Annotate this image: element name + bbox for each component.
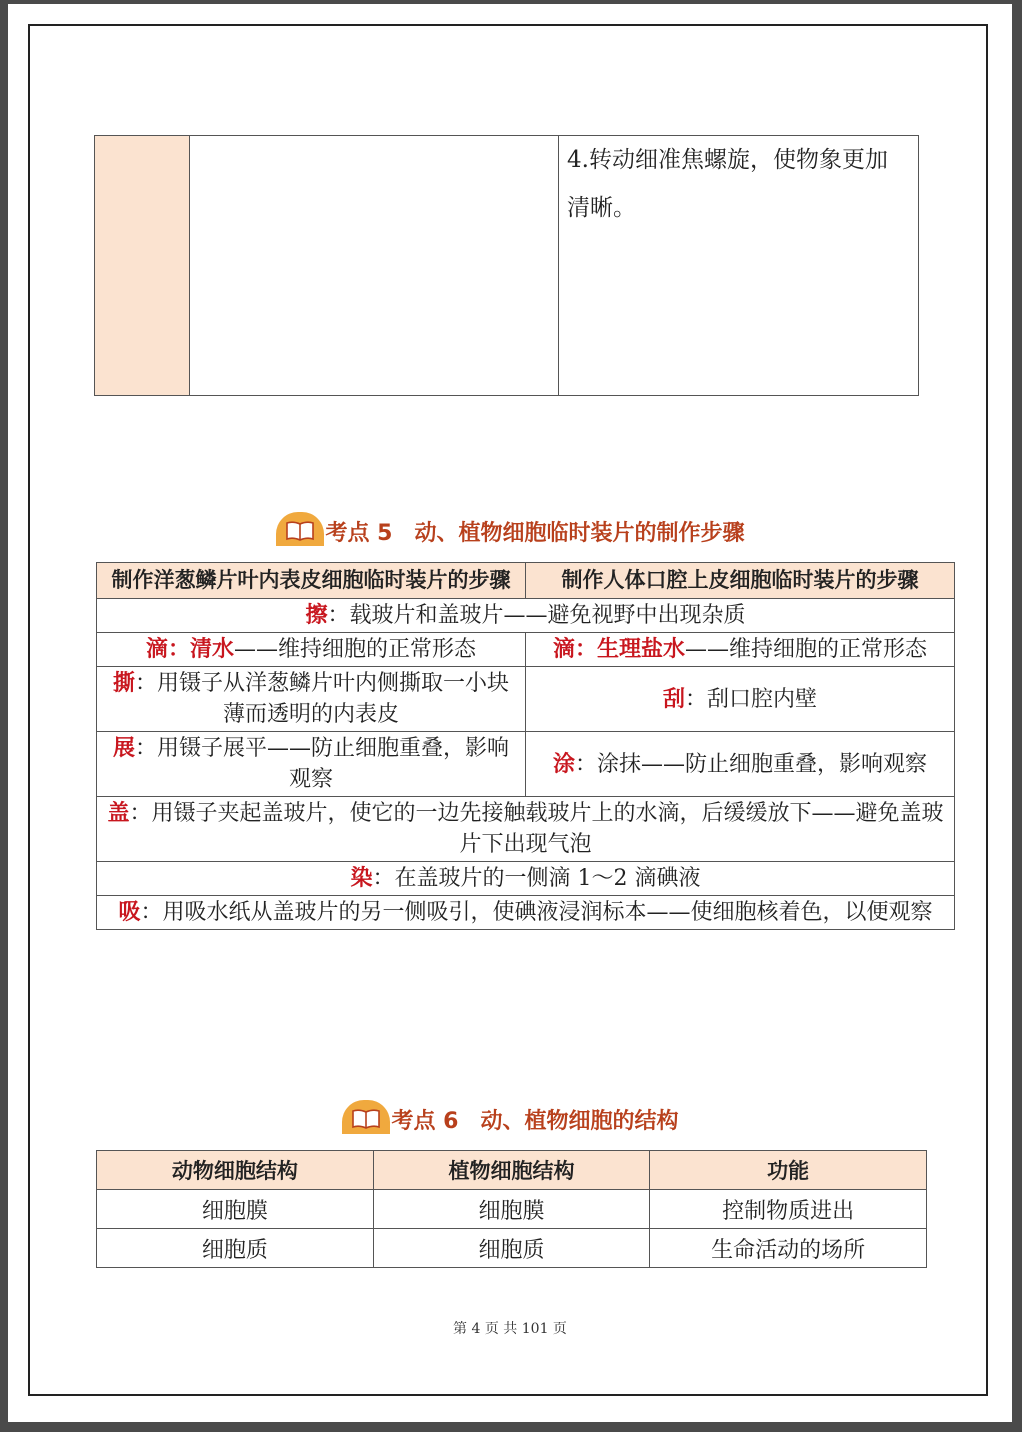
structure-table xyxy=(96,1150,927,1268)
step-smear: 涂：涂抹——防止细胞重叠，影响观察 xyxy=(526,732,955,797)
step-cover: 盖：用镊子夹起盖玻片，使它的一边先接触载玻片上的水滴，后缓缓放下——避免盖玻片下出现气泡 xyxy=(97,797,955,862)
fragment-shaded-cell xyxy=(95,136,190,396)
step-drop-water: 滴：清水——维持细胞的正常形态 xyxy=(97,633,526,667)
step-scrape: 刮：刮口腔内壁 xyxy=(526,667,955,732)
page-number: 第 4 页 共 101 页 xyxy=(453,1321,567,1337)
table-cell: 细胞质 xyxy=(373,1229,650,1268)
section-5-heading xyxy=(8,512,1012,547)
step-drop-saline: 滴：生理盐水——维持细胞的正常形态 xyxy=(526,633,955,667)
book-icon xyxy=(342,1100,390,1134)
step-wipe: 擦：载玻片和盖玻片——避免视野中出现杂质 xyxy=(97,599,955,633)
table-cell: 控制物质进出 xyxy=(650,1190,927,1229)
table-row xyxy=(97,797,955,862)
table-cell: 细胞膜 xyxy=(97,1190,374,1229)
document-page xyxy=(8,4,1012,1422)
fragment-table xyxy=(94,135,919,396)
fragment-step-cell: 4.转动细准焦螺旋，使物象更加清晰。 xyxy=(559,136,919,396)
table-row xyxy=(97,1190,927,1229)
fragment-empty-cell xyxy=(190,136,559,396)
section-6-prefix: 考点 6 xyxy=(391,1109,459,1134)
steps-table xyxy=(96,562,955,930)
steps-header-onion: 制作洋葱鳞片叶内表皮细胞临时装片的步骤 xyxy=(97,563,526,599)
table-row xyxy=(97,862,955,896)
table-row xyxy=(97,732,955,797)
step-stain: 染：在盖玻片的一侧滴 1～2 滴碘液 xyxy=(97,862,955,896)
structure-header-plant: 植物细胞结构 xyxy=(373,1151,650,1190)
table-row xyxy=(97,599,955,633)
table-row xyxy=(97,667,955,732)
steps-header-cheek: 制作人体口腔上皮细胞临时装片的步骤 xyxy=(526,563,955,599)
section-5-prefix: 考点 5 xyxy=(325,521,393,546)
section-6-heading xyxy=(8,1100,1012,1135)
table-cell: 细胞膜 xyxy=(373,1190,650,1229)
structure-header-animal: 动物细胞结构 xyxy=(97,1151,374,1190)
table-cell: 生命活动的场所 xyxy=(650,1229,927,1268)
section-5-title: 动、植物细胞临时装片的制作步骤 xyxy=(414,521,745,546)
table-row xyxy=(97,1229,927,1268)
step-tear: 撕：用镊子从洋葱鳞片叶内侧撕取一小块薄而透明的内表皮 xyxy=(97,667,526,732)
table-row xyxy=(97,896,955,930)
book-icon xyxy=(276,512,324,546)
step-absorb: 吸：用吸水纸从盖玻片的另一侧吸引，使碘液浸润标本——使细胞核着色，以便观察 xyxy=(97,896,955,930)
structure-header-function: 功能 xyxy=(650,1151,927,1190)
table-row xyxy=(97,633,955,667)
step-spread: 展：用镊子展平——防止细胞重叠，影响观察 xyxy=(97,732,526,797)
table-cell: 细胞质 xyxy=(97,1229,374,1268)
section-6-title: 动、植物细胞的结构 xyxy=(480,1109,679,1134)
